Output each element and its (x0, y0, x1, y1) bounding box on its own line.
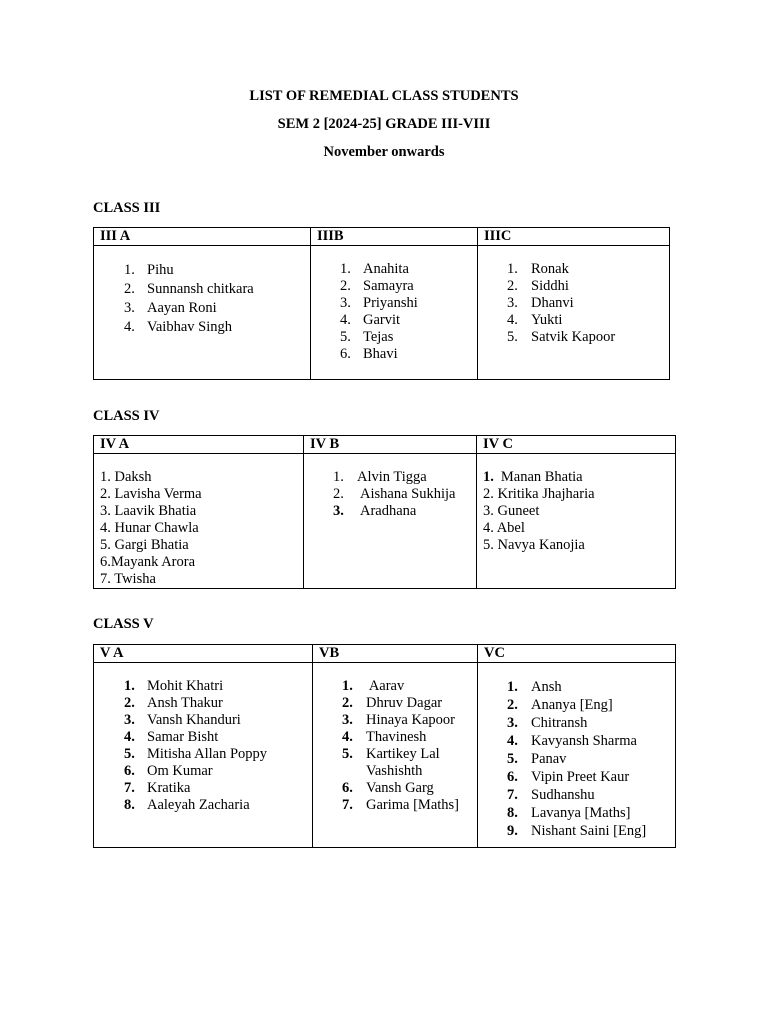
section-class-v: CLASS V (93, 616, 154, 632)
cell-iv-b (304, 454, 477, 589)
cell-v-a (94, 663, 313, 848)
list-item: 6. Vipin Preet Kaur (507, 769, 630, 785)
list-item: 4. Vaibhav Singh (124, 319, 232, 335)
list-item: 6. Om Kumar (124, 763, 213, 779)
list-item: 2. Aishana Sukhija (333, 486, 456, 502)
list-item: 2. Ansh Thakur (124, 695, 223, 711)
table-row (94, 454, 676, 589)
list-item: 1. Aarav (342, 678, 405, 694)
list-item: 4. Samar Bisht (124, 729, 219, 745)
list-item: 5. Navya Kanojia (483, 537, 585, 553)
list-item: 5. Satvik Kapoor (507, 329, 616, 345)
list-item: 3. Chitransh (507, 715, 588, 731)
list-item: 5. Kartikey Lal Vashishth (342, 746, 440, 779)
cell-iii-c (478, 246, 670, 380)
list-item: 6.Mayank Arora (100, 554, 196, 570)
list-item: 3. Laavik Bhatia (100, 503, 197, 519)
list-item: 4. Thavinesh (342, 729, 427, 745)
list-item: 7. Sudhanshu (507, 787, 595, 803)
class-iii-table (93, 227, 670, 380)
list-item: 3. Aayan Roni (124, 300, 217, 316)
list-item: 5. Mitisha Allan Poppy (124, 746, 268, 762)
class-v-table (93, 644, 676, 848)
col-header-v-b: VB (313, 645, 478, 663)
list-item: 2. Sunnansh chitkara (124, 281, 254, 297)
col-header-v-a: V A (94, 645, 313, 663)
list-item: 7. Kratika (124, 780, 191, 796)
list-item: 5. Tejas (340, 329, 394, 345)
cell-v-c (478, 663, 676, 848)
list-item: 7. Garima [Maths] (342, 797, 460, 813)
list-item: 3. Dhanvi (507, 295, 574, 311)
list-item: 1. Manan Bhatia (483, 469, 583, 485)
col-header-iii-a: III A (94, 228, 311, 246)
col-header-iii-c: IIIC (478, 228, 670, 246)
table-row (94, 663, 676, 848)
list-item: 1. Ronak (507, 261, 569, 277)
list-item: 5. Panav (507, 751, 567, 767)
section-class-iii: CLASS III (93, 200, 161, 216)
list-item: 3. Guneet (483, 503, 540, 519)
list-item: 3. Priyanshi (340, 295, 418, 311)
list-item: 4. Garvit (340, 312, 401, 328)
list-item: 5. Gargi Bhatia (100, 537, 189, 553)
doc-subtitle: SEM 2 [2024-25] GRADE III-VIII (277, 116, 491, 132)
list-item: 1. Daksh (100, 469, 152, 485)
list-item: 9. Nishant Saini [Eng] (507, 823, 647, 839)
table-header-row (94, 436, 676, 454)
list-item: 2. Samayra (340, 278, 414, 294)
list-item: 2. Kritika Jhajharia (483, 486, 595, 502)
col-header-iv-c: IV C (477, 436, 676, 454)
list-item: 1. Anahita (340, 261, 409, 277)
col-header-v-c: VC (478, 645, 676, 663)
list-item: 1. Pihu (124, 262, 174, 278)
list-item: 3. Vansh Khanduri (124, 712, 241, 728)
list-item: 1. Ansh (507, 679, 562, 695)
list-item: 1. Alvin Tigga (333, 469, 427, 485)
list-item: 7. Twisha (100, 571, 156, 587)
table-header-row (94, 645, 676, 663)
table-row (94, 246, 670, 380)
list-item: 6. Bhavi (340, 346, 398, 362)
cell-v-b (313, 663, 478, 848)
list-item: 4. Abel (483, 520, 525, 536)
list-item: 4. Kavyansh Sharma (507, 733, 637, 749)
list-item: 3. Hinaya Kapoor (342, 712, 455, 728)
list-item: 3. Aradhana (333, 503, 417, 519)
table-header-row (94, 228, 670, 246)
doc-title: LIST OF REMEDIAL CLASS STUDENTS (249, 88, 519, 104)
list-item: 2. Lavisha Verma (100, 486, 202, 502)
col-header-iv-a: IV A (94, 436, 304, 454)
section-class-iv: CLASS IV (93, 408, 160, 424)
list-item: 6. Vansh Garg (342, 780, 434, 796)
cell-iv-c (477, 454, 676, 589)
list-item: 8. Lavanya [Maths] (507, 805, 631, 821)
class-iv-table (93, 435, 676, 589)
list-item: 1. Mohit Khatri (124, 678, 224, 694)
cell-iv-a (94, 454, 304, 589)
doc-date-note: November onwards (323, 144, 445, 160)
col-header-iv-b: IV B (304, 436, 477, 454)
list-item: 4. Hunar Chawla (100, 520, 199, 536)
list-item: 4. Yukti (507, 312, 563, 328)
list-item: 2. Siddhi (507, 278, 569, 294)
col-header-iii-b: IIIB (311, 228, 478, 246)
cell-iii-a (94, 246, 311, 380)
cell-iii-b (311, 246, 478, 380)
list-item: 2. Dhruv Dagar (342, 695, 443, 711)
list-item: 2. Ananya [Eng] (507, 697, 613, 713)
list-item: 8. Aaleyah Zacharia (124, 797, 250, 813)
